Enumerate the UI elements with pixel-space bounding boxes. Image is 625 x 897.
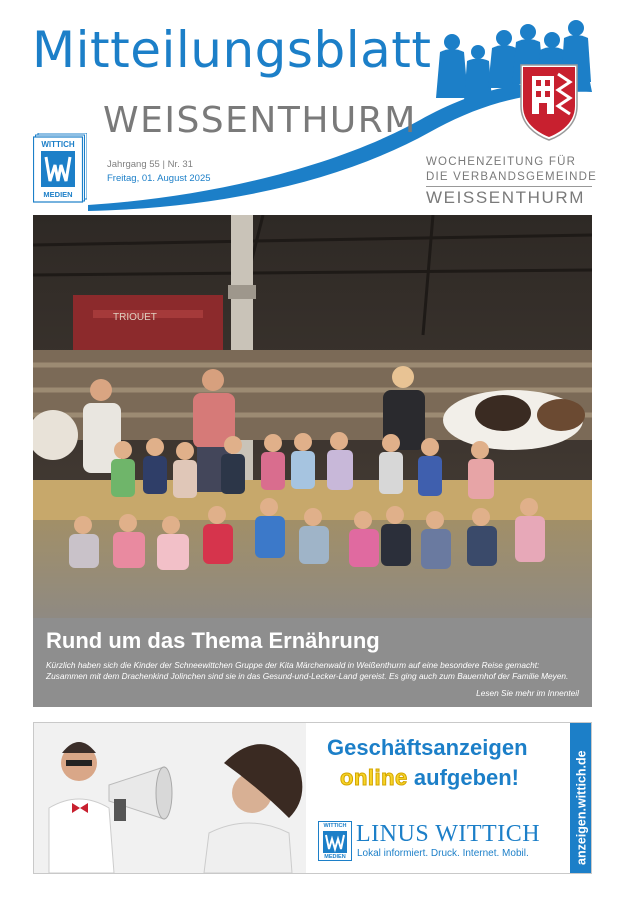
ad-logo-top: WITTICH — [323, 823, 347, 829]
tagline-line-3: WEISSENTHURM — [426, 188, 585, 207]
wittich-logo-icon — [33, 133, 87, 203]
publisher-logo-bottom: MEDIEN — [43, 190, 73, 199]
ad-brand: LINUS WITTICH — [356, 821, 541, 847]
masthead-subtitle: WEISSENTHURM — [103, 100, 417, 141]
ad-url-text[interactable]: anzeigen.wittich.de — [574, 750, 589, 865]
advertisement[interactable] — [33, 722, 592, 874]
feature-text: Kürzlich haben sich die Kinder der Schneewittchen Gruppe der Kita Märchenwald in Weißenthurm auf eine besondere Reise gemacht: Zusammen mit dem Drachenkind Jolinchen sind sie in das Gesund-und-Lecker-Land gereist. Es ging auch zum Bauernhof der Familie Meyen. — [46, 660, 569, 681]
tagline-line-1: WOCHENZEITUNG FÜR — [426, 156, 577, 168]
tagline-line-2: DIE VERBANDSGEMEINDE — [426, 170, 592, 187]
cover-photo — [33, 215, 592, 618]
feature-title: Rund um das Thema Ernährung — [46, 628, 380, 653]
ad-online-highlight: online — [340, 765, 408, 790]
publisher-logo-top: WITTICH — [41, 140, 75, 149]
ad-headline-1: Geschäftsanzeigen — [327, 735, 528, 760]
issue-date: Freitag, 01. August 2025 — [107, 173, 211, 184]
ad-logo-bottom: MEDIEN — [324, 854, 346, 860]
issue-number: Jahrgang 55 | Nr. 31 — [107, 159, 193, 170]
tagline — [426, 155, 597, 209]
ad-image — [34, 723, 306, 873]
ad-url-link[interactable] — [570, 723, 592, 873]
read-more-note: Lesen Sie mehr im Innenteil — [476, 688, 579, 698]
photo-sign: TRIOUET — [113, 312, 157, 323]
coat-of-arms-icon — [518, 62, 580, 142]
ad-headline-2 — [340, 765, 519, 791]
feature-caption — [33, 618, 592, 707]
ad-slogan: Lokal informiert. Druck. Internet. Mobil. — [357, 848, 529, 859]
issue-meta — [107, 158, 211, 186]
wittich-ad-logo-icon — [318, 821, 352, 861]
ad-headline-2-rest: aufgeben! — [407, 765, 520, 790]
masthead-title: Mitteilungsblatt — [32, 21, 432, 79]
